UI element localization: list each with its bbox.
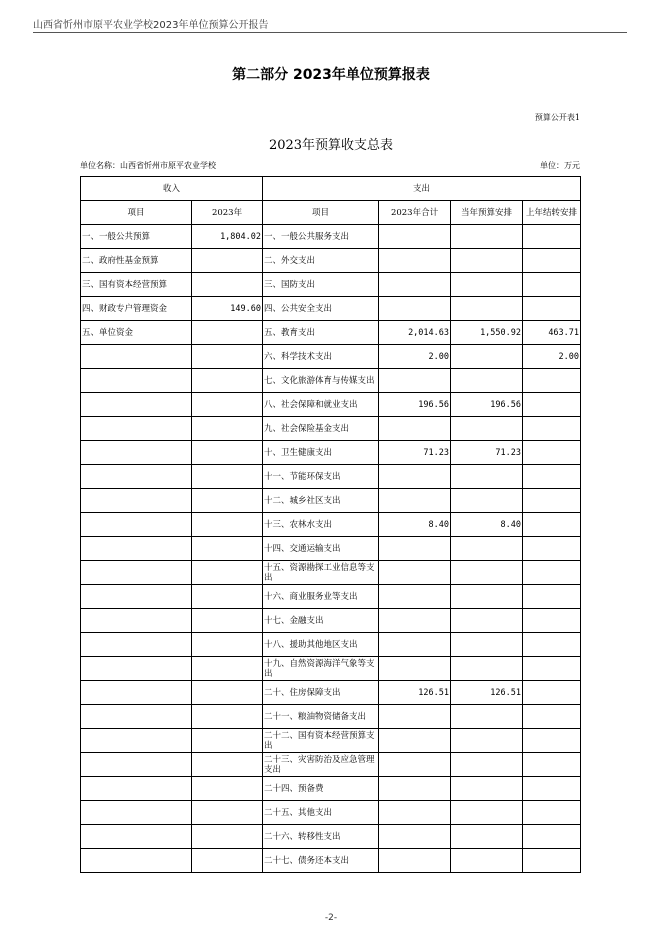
- expense-total-cell: [379, 705, 451, 729]
- expense-current-cell: [451, 225, 523, 249]
- expense-item-cell: 二十七、债务还本支出: [263, 849, 379, 873]
- table-row: [81, 441, 581, 465]
- expense-carryover-cell: 463.71: [523, 321, 581, 345]
- income-amount-cell: [192, 321, 263, 345]
- expense-total-cell: [379, 609, 451, 633]
- expense-carryover-cell: [523, 777, 581, 801]
- expense-total-cell: [379, 825, 451, 849]
- table-title: 2023年预算收支总表: [268, 138, 394, 153]
- expense-item-cell: 五、教育支出: [263, 321, 379, 345]
- expense-item-cell: 六、科学技术支出: [263, 345, 379, 369]
- income-amount-cell: [192, 777, 263, 801]
- income-amount-cell: [192, 753, 263, 777]
- income-amount-cell: [192, 489, 263, 513]
- expense-carryover-cell: [523, 825, 581, 849]
- expense-current-cell: 196.56: [451, 393, 523, 417]
- budget-table-body: [81, 225, 581, 873]
- income-amount-cell: [192, 825, 263, 849]
- expense-current-cell: [451, 369, 523, 393]
- income-item-cell: [81, 633, 192, 657]
- expense-total-cell: 8.40: [379, 513, 451, 537]
- expense-item-cell: 一、一般公共服务支出: [263, 225, 379, 249]
- expense-carryover-cell: [523, 513, 581, 537]
- table-row: [81, 705, 581, 729]
- expense-carryover-header: 上年结转安排: [523, 201, 581, 225]
- expense-item-cell: 十六、商业服务业等支出: [263, 585, 379, 609]
- expense-carryover-cell: [523, 273, 581, 297]
- expense-item-cell: 二十一、粮油物资储备支出: [263, 705, 379, 729]
- expense-total-cell: [379, 585, 451, 609]
- expense-header: 支出: [263, 177, 581, 201]
- income-amount-cell: 149.60: [192, 297, 263, 321]
- table-row: [81, 417, 581, 441]
- table-row: [81, 537, 581, 561]
- expense-total-cell: 126.51: [379, 681, 451, 705]
- expense-carryover-cell: [523, 537, 581, 561]
- expense-current-cell: [451, 705, 523, 729]
- expense-carryover-cell: [523, 441, 581, 465]
- expense-current-cell: [451, 609, 523, 633]
- expense-current-cell: [451, 417, 523, 441]
- expense-item-cell: 十二、城乡社区支出: [263, 489, 379, 513]
- expense-current-cell: [451, 273, 523, 297]
- page-number: -2-: [324, 913, 338, 923]
- income-item-cell: [81, 465, 192, 489]
- income-amount-cell: [192, 705, 263, 729]
- expense-current-cell: [451, 801, 523, 825]
- income-item-cell: [81, 513, 192, 537]
- expense-current-cell: [451, 657, 523, 681]
- expense-carryover-cell: [523, 801, 581, 825]
- expense-item-cell: 十四、交通运输支出: [263, 537, 379, 561]
- expense-carryover-cell: [523, 561, 581, 585]
- income-year-header: 2023年: [192, 201, 263, 225]
- income-item-cell: [81, 441, 192, 465]
- income-item-cell: [81, 705, 192, 729]
- table-row: [81, 513, 581, 537]
- income-item-cell: 四、财政专户管理资金: [81, 297, 192, 321]
- expense-current-cell: 71.23: [451, 441, 523, 465]
- table-row: [81, 633, 581, 657]
- income-amount-cell: [192, 417, 263, 441]
- expense-current-cell: 126.51: [451, 681, 523, 705]
- income-item-cell: [81, 801, 192, 825]
- table-row: [81, 225, 581, 249]
- expense-carryover-cell: [523, 465, 581, 489]
- expense-item-cell: 八、社会保障和就业支出: [263, 393, 379, 417]
- expense-total-cell: [379, 777, 451, 801]
- table-row: [81, 657, 581, 681]
- income-item-cell: [81, 681, 192, 705]
- expense-total-cell: [379, 489, 451, 513]
- income-amount-cell: [192, 609, 263, 633]
- expense-current-cell: 1,550.92: [451, 321, 523, 345]
- expense-item-cell: 七、文化旅游体育与传媒支出: [263, 369, 379, 393]
- income-amount-cell: [192, 849, 263, 873]
- table-row: [81, 273, 581, 297]
- table-row: [81, 393, 581, 417]
- expense-carryover-cell: [523, 249, 581, 273]
- expense-total-cell: [379, 273, 451, 297]
- income-amount-cell: [192, 273, 263, 297]
- income-item-cell: 五、单位资金: [81, 321, 192, 345]
- expense-carryover-cell: [523, 633, 581, 657]
- expense-current-cell: [451, 825, 523, 849]
- expense-total-cell: [379, 729, 451, 753]
- income-item-cell: [81, 561, 192, 585]
- expense-carryover-cell: [523, 369, 581, 393]
- table-row: [81, 753, 581, 777]
- expense-current-cell: [451, 561, 523, 585]
- expense-carryover-cell: [523, 417, 581, 441]
- expense-carryover-cell: [523, 729, 581, 753]
- income-amount-cell: [192, 465, 263, 489]
- expense-item-cell: 三、国防支出: [263, 273, 379, 297]
- income-item-cell: [81, 345, 192, 369]
- expense-item-cell: 十一、节能环保支出: [263, 465, 379, 489]
- expense-item-cell: 二十三、灾害防治及应急管理支出: [263, 753, 379, 777]
- income-amount-cell: [192, 537, 263, 561]
- income-item-cell: [81, 489, 192, 513]
- income-amount-cell: [192, 561, 263, 585]
- income-amount-cell: [192, 585, 263, 609]
- expense-item-cell: 九、社会保险基金支出: [263, 417, 379, 441]
- income-item-cell: [81, 417, 192, 441]
- expense-item-cell: 十八、援助其他地区支出: [263, 633, 379, 657]
- table-row: [81, 489, 581, 513]
- table-row: [81, 465, 581, 489]
- table-row: [81, 849, 581, 873]
- income-item-cell: [81, 849, 192, 873]
- income-item-cell: 二、政府性基金预算: [81, 249, 192, 273]
- expense-item-cell: 二、外交支出: [263, 249, 379, 273]
- income-item-cell: [81, 753, 192, 777]
- expense-current-cell: [451, 465, 523, 489]
- expense-carryover-cell: [523, 609, 581, 633]
- expense-current-header: 当年预算安排: [451, 201, 523, 225]
- expense-total-cell: [379, 753, 451, 777]
- expense-carryover-cell: 2.00: [523, 345, 581, 369]
- expense-total-cell: [379, 561, 451, 585]
- table-row: [81, 801, 581, 825]
- income-amount-cell: [192, 801, 263, 825]
- income-header: 收入: [81, 177, 263, 201]
- expense-total-cell: [379, 249, 451, 273]
- expense-item-cell: 二十、住房保障支出: [263, 681, 379, 705]
- income-item-cell: [81, 657, 192, 681]
- table-row: [81, 321, 581, 345]
- income-item-cell: 三、国有资本经营预算: [81, 273, 192, 297]
- expense-current-cell: [451, 489, 523, 513]
- currency-unit: 单位：万元: [540, 161, 580, 170]
- expense-item-cell: 十五、资源勘探工业信息等支出: [263, 561, 379, 585]
- expense-item-cell: 十三、农林水支出: [263, 513, 379, 537]
- expense-total-header: 2023年合计: [379, 201, 451, 225]
- expense-current-cell: [451, 633, 523, 657]
- table-row: [81, 561, 581, 585]
- expense-current-cell: 8.40: [451, 513, 523, 537]
- expense-current-cell: [451, 297, 523, 321]
- table-row: [81, 297, 581, 321]
- income-amount-cell: [192, 393, 263, 417]
- expense-current-cell: [451, 849, 523, 873]
- budget-summary-table: [80, 176, 581, 873]
- expense-item-cell: 十九、自然资源海洋气象等支出: [263, 657, 379, 681]
- table-row: [81, 729, 581, 753]
- expense-item-cell: 二十四、预备费: [263, 777, 379, 801]
- expense-total-cell: [379, 849, 451, 873]
- income-amount-cell: 1,804.02: [192, 225, 263, 249]
- expense-total-cell: [379, 537, 451, 561]
- expense-total-cell: [379, 465, 451, 489]
- expense-total-cell: 2.00: [379, 345, 451, 369]
- income-item-cell: [81, 729, 192, 753]
- expense-current-cell: [451, 753, 523, 777]
- income-item-cell: [81, 777, 192, 801]
- expense-item-cell: 二十五、其他支出: [263, 801, 379, 825]
- expense-total-cell: [379, 657, 451, 681]
- expense-carryover-cell: [523, 297, 581, 321]
- income-amount-cell: [192, 729, 263, 753]
- expense-item-cell: 十七、金融支出: [263, 609, 379, 633]
- income-amount-cell: [192, 657, 263, 681]
- table-row: [81, 825, 581, 849]
- expense-total-cell: [379, 225, 451, 249]
- table-row: [81, 249, 581, 273]
- income-amount-cell: [192, 441, 263, 465]
- expense-current-cell: [451, 249, 523, 273]
- income-amount-cell: [192, 369, 263, 393]
- running-header: 山西省忻州市原平农业学校2023年单位预算公开报告: [33, 20, 269, 31]
- income-item-cell: [81, 537, 192, 561]
- expense-total-cell: [379, 417, 451, 441]
- table-row: [81, 681, 581, 705]
- income-amount-cell: [192, 345, 263, 369]
- expense-carryover-cell: [523, 681, 581, 705]
- table-number: 预算公开表1: [534, 113, 580, 122]
- expense-item-cell: 二十六、转移性支出: [263, 825, 379, 849]
- expense-item-cell: 四、公共安全支出: [263, 297, 379, 321]
- expense-current-cell: [451, 537, 523, 561]
- income-item-header: 项目: [81, 201, 192, 225]
- expense-current-cell: [451, 345, 523, 369]
- header-rule: [33, 32, 627, 33]
- income-amount-cell: [192, 633, 263, 657]
- expense-carryover-cell: [523, 849, 581, 873]
- expense-current-cell: [451, 585, 523, 609]
- income-item-cell: [81, 825, 192, 849]
- expense-carryover-cell: [523, 753, 581, 777]
- income-item-cell: [81, 585, 192, 609]
- unit-name: 单位名称：山西省忻州市原平农业学校: [80, 161, 216, 170]
- table-row: [81, 369, 581, 393]
- expense-current-cell: [451, 777, 523, 801]
- expense-carryover-cell: [523, 657, 581, 681]
- income-item-cell: [81, 369, 192, 393]
- table-row: [81, 345, 581, 369]
- expense-carryover-cell: [523, 225, 581, 249]
- expense-carryover-cell: [523, 585, 581, 609]
- expense-item-cell: 二十二、国有资本经营预算支出: [263, 729, 379, 753]
- table-row: [81, 609, 581, 633]
- expense-total-cell: 196.56: [379, 393, 451, 417]
- expense-total-cell: [379, 369, 451, 393]
- expense-carryover-cell: [523, 393, 581, 417]
- income-item-cell: [81, 609, 192, 633]
- table-row: [81, 777, 581, 801]
- expense-total-cell: [379, 633, 451, 657]
- expense-total-cell: [379, 801, 451, 825]
- expense-total-cell: 71.23: [379, 441, 451, 465]
- part-title: 第二部分 2023年单位预算报表: [232, 67, 430, 83]
- expense-current-cell: [451, 729, 523, 753]
- income-item-cell: 一、一般公共预算: [81, 225, 192, 249]
- income-amount-cell: [192, 249, 263, 273]
- expense-total-cell: [379, 297, 451, 321]
- expense-item-cell: 十、卫生健康支出: [263, 441, 379, 465]
- income-amount-cell: [192, 513, 263, 537]
- expense-item-header: 项目: [263, 201, 379, 225]
- table-row: [81, 585, 581, 609]
- expense-carryover-cell: [523, 489, 581, 513]
- expense-total-cell: 2,014.63: [379, 321, 451, 345]
- income-item-cell: [81, 393, 192, 417]
- expense-carryover-cell: [523, 705, 581, 729]
- income-amount-cell: [192, 681, 263, 705]
